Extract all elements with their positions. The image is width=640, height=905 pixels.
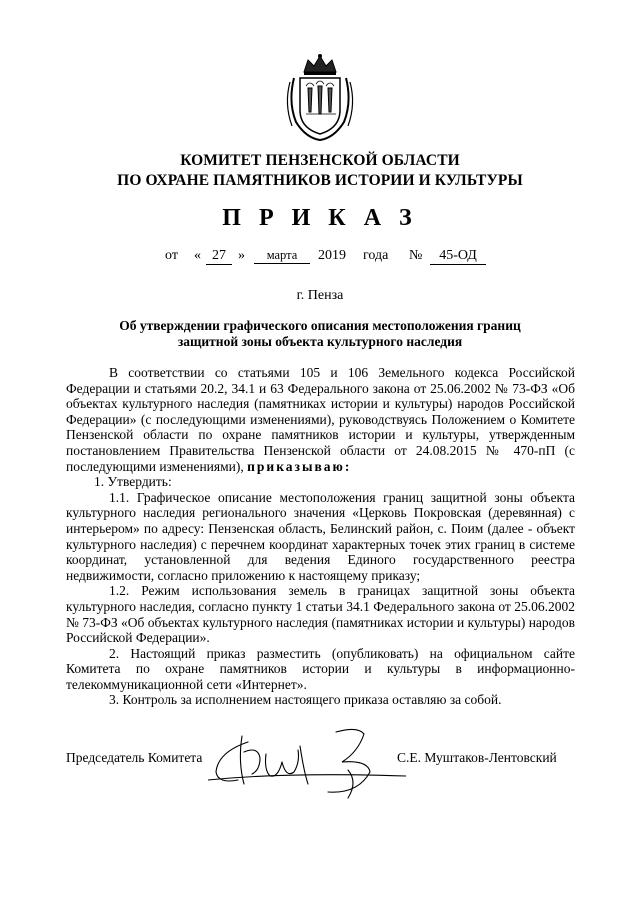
item-3: 3. Контроль за исполнением настоящего приказа оставляю за собой. — [109, 692, 502, 708]
preamble-text: В соответствии со статьями 105 и 106 Земельного кодекса Российской Федерации и статьями 20.2, 34.1 и 63 Федерального закона от 25.06.2002 № 73-ФЗ «Об объектах культурного наследия (памятниках истории и культуры) народов Российской Федерации» (с последующими изменениями), руководствуясь Положением о Комитете Пензенской области по охране памятников истории и культуры, утвержденным постановлением Правительства Пензенской области от 24.08.2015 № 470-пП (с последующими изменениями), — [66, 365, 575, 474]
date-prefix: от — [165, 248, 178, 263]
date-number-line — [0, 248, 640, 268]
signer-name: С.Е. Муштаков-Лентовский — [397, 750, 557, 765]
city-name: г. Пенза — [296, 288, 344, 303]
quote-open: « — [194, 248, 201, 263]
preamble-paragraph — [66, 365, 575, 474]
order-body — [66, 365, 575, 708]
date-day: 27 — [206, 248, 232, 265]
subject-line2: защитной зоны объекта культурного наследия — [177, 334, 463, 349]
item-1-2: 1.2. Режим использования земель в границах защитной зоны объекта культурного наследия, согласно пункту 1 статьи 34.1 Федерального закона от 25.06.2002 № 73-ФЗ «Об объектах культурного наследия (памятниках истории и культуры) народов Российской Федерации». — [66, 583, 576, 646]
document-type-title: П Р И К А З — [222, 205, 418, 231]
quote-close: » — [238, 248, 245, 263]
year-word: года — [363, 248, 389, 263]
number-sign: № — [409, 248, 423, 263]
organization-name-line2: ПО ОХРАНЕ ПАМЯТНИКОВ ИСТОРИИ И КУЛЬТУРЫ — [117, 172, 523, 189]
coat-of-arms-emblem — [282, 52, 358, 142]
item-1: 1. Утвердить: — [94, 474, 172, 490]
date-year: 2019 — [318, 248, 346, 263]
date-month: марта — [254, 248, 310, 264]
organization-name-line1: КОМИТЕТ ПЕНЗЕНСКОЙ ОБЛАСТИ — [180, 152, 460, 169]
order-subject — [0, 318, 640, 350]
signer-position: Председатель Комитета — [66, 750, 203, 765]
item-2: 2. Настоящий приказ разместить (опубликовать) на официальном сайте Комитета по охране памятников истории и культуры в информационно-телекоммуникационной сети «Интернет». — [66, 645, 575, 692]
item-1-1: 1.1. Графическое описание местоположения границ защитной зоны объекта культурного наследия регионального значения «Церковь Покровская (деревянная) с интерьером» по адресу: Пензенская область, Белинский район, с. Поим (далее - объект культурного наследия) с перечнем координат характерных точек этих границ в системе координат, установленной для ведения Единого государственного реестра недвижимости, согласно приложению к настоящему приказу; — [66, 489, 575, 583]
order-word: приказываю: — [247, 458, 352, 474]
order-number: 45-ОД — [430, 248, 486, 265]
subject-line1: Об утверждении графического описания местоположения границ — [119, 318, 521, 333]
handwritten-signature — [208, 722, 406, 802]
